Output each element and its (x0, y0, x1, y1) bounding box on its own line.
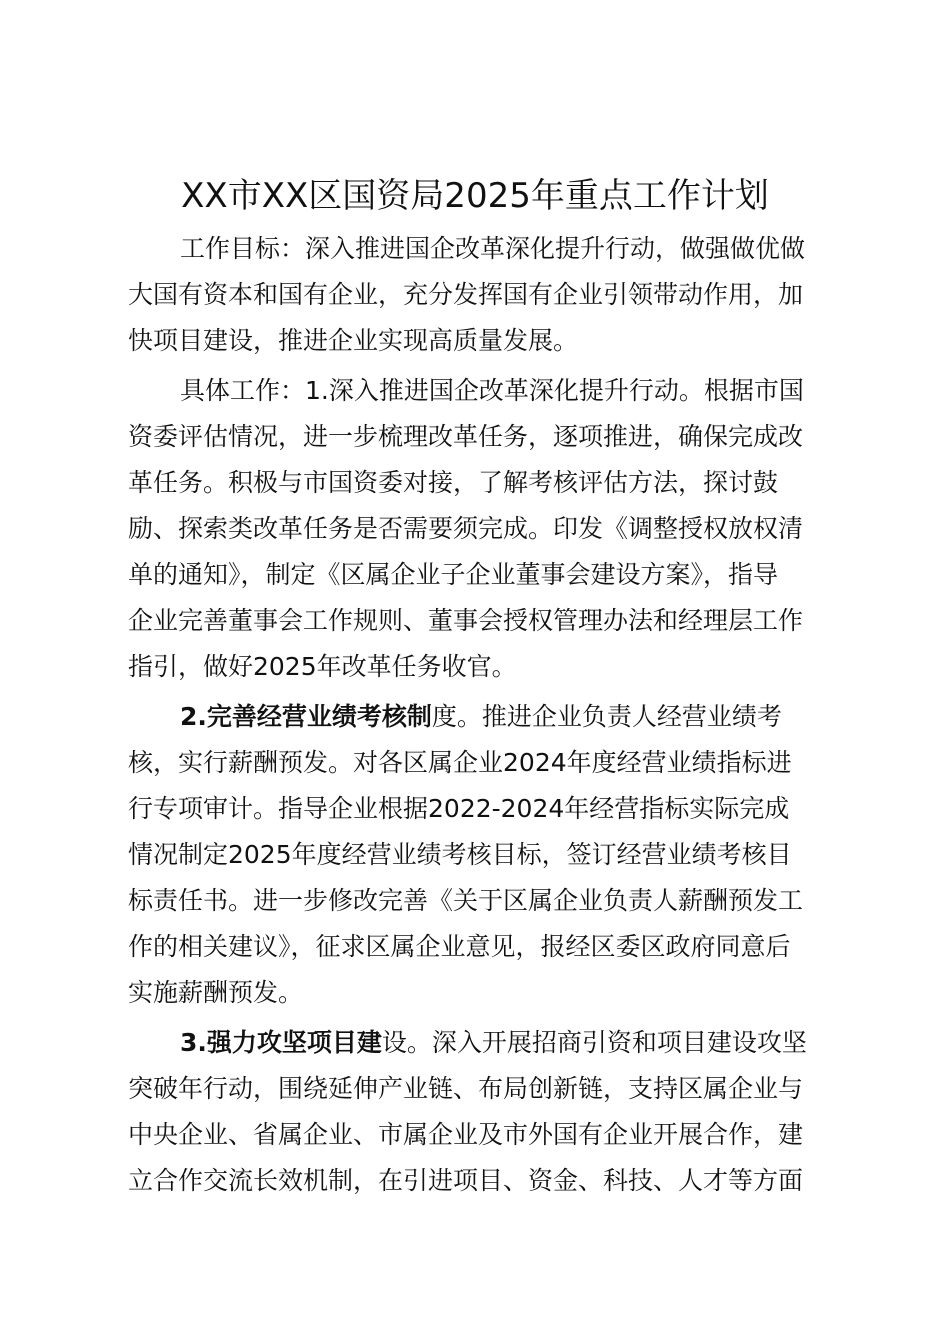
text-run: 设。深入开展招商引资和项目建设攻坚 (381, 1028, 807, 1057)
text-line: 励、探索类改革任务是否需要须完成。印发《调整授权放权清 (128, 514, 804, 543)
section-heading: 3.强力攻坚项目建 (180, 1028, 382, 1057)
text-line (128, 694, 822, 740)
paragraph-specific-work (128, 368, 822, 690)
document-body (128, 226, 822, 1204)
text-line (128, 1020, 822, 1066)
section-heading: 2.完善经营业绩考核制 (180, 702, 432, 731)
text-line: 立合作交流长效机制，在引进项目、资金、科技、人才等方面 (128, 1166, 804, 1195)
text-line: 革任务。积极与市国资委对接，了解考核评估方法，探讨鼓 (128, 468, 779, 497)
text-line: 指引，做好2025年改革任务收官。 (128, 652, 517, 681)
text-line: 标责任书。进一步修改完善《关于区属企业负责人薪酬预发工 (128, 886, 804, 915)
text-line: 中央企业、省属企业、市属企业及市外国有企业开展合作，建 (128, 1120, 804, 1149)
text-line: 突破年行动，围绕延伸产业链、布局创新链，支持区属企业与 (128, 1074, 804, 1103)
text-line: 实施薪酬预发。 (128, 978, 304, 1007)
text-line: 作的相关建议》，征求区属企业意见，报经区委区政府同意后 (128, 932, 791, 961)
document-title: XX市XX区国资局2025年重点工作计划 (181, 176, 769, 216)
text-line: 情况制定2025年度经营业绩考核目标，签订经营业绩考核目 (128, 840, 792, 869)
paragraph-project-construction (128, 1020, 822, 1204)
text-line: 核，实行薪酬预发。对各区属企业2024年度经营业绩指标进 (128, 748, 792, 777)
paragraph-performance-assessment (128, 694, 822, 1016)
text-line: 大国有资本和国有企业，充分发挥国有企业引领带动作用，加 (128, 280, 804, 309)
text-line: 企业完善董事会工作规则、董事会授权管理办法和经理层工作 (128, 606, 804, 635)
text-line: 工作目标：深入推进国企改革深化提升行动，做强做优做 (180, 234, 806, 263)
text-line: 具体工作：1.深入推进国企改革深化提升行动。根据市国 (180, 376, 804, 405)
text-line: 单的通知》，制定《区属企业子企业董事会建设方案》，指导 (128, 560, 779, 589)
text-line: 资委评估情况，进一步梳理改革任务，逐项推进，确保完成改 (128, 422, 804, 451)
text-line: 快项目建设，推进企业实现高质量发展。 (128, 326, 579, 355)
text-run: 度。推进企业负责人经营业绩考 (431, 702, 782, 731)
text-line: 行专项审计。指导企业根据2022-2024年经营指标实际完成 (128, 794, 790, 823)
paragraph-work-goals (128, 226, 822, 364)
